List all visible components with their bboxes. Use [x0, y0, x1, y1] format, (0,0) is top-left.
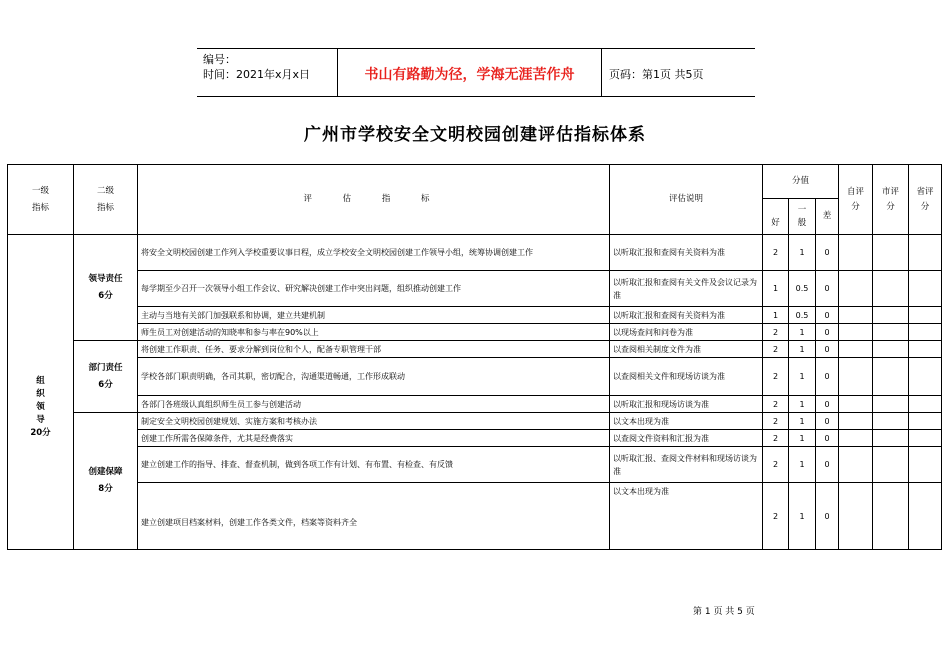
level1-char: 领 [36, 401, 45, 412]
score-bad-cell: 0 [816, 447, 839, 483]
province-score-cell [909, 341, 942, 358]
table-body [8, 165, 942, 550]
table-row [8, 430, 942, 447]
explain-cell: 以查阅文件资料和汇报为准 [610, 430, 763, 447]
time-label: 时间：2021年x月x日 [203, 68, 311, 81]
level1-score: 20分 [30, 427, 51, 438]
score-bad-cell: 0 [816, 341, 839, 358]
city-score-cell [873, 396, 909, 413]
explain-cell: 以听取汇报和查阅有关资料为准 [610, 235, 763, 271]
level2-cell [74, 341, 138, 413]
province-score-cell [909, 307, 942, 324]
score-bad-cell: 0 [816, 358, 839, 396]
score-mid-cell: 1 [789, 235, 816, 271]
header-mid-char: 般 [797, 217, 807, 228]
score-good-cell: 2 [763, 235, 789, 271]
table-row [8, 341, 942, 358]
criterion-cell: 将创建工作职责、任务、要求分解到岗位和个人，配备专职管理干部 [138, 341, 610, 358]
province-score-cell [909, 396, 942, 413]
header-city-b: 分 [886, 201, 895, 212]
province-score-cell [909, 358, 942, 396]
score-good-cell: 2 [763, 341, 789, 358]
level2-name: 部门责任 [88, 362, 123, 373]
city-score-cell [873, 341, 909, 358]
table-row [8, 396, 942, 413]
explain-cell: 以听取汇报和现场访谈为准 [610, 396, 763, 413]
evaluation-table [7, 164, 942, 550]
table-row [8, 483, 942, 550]
level2-cell [74, 413, 138, 550]
explain-cell: 以文本出现为准 [610, 483, 763, 550]
city-score-cell [873, 271, 909, 307]
level1-char: 导 [36, 414, 45, 425]
score-good-cell: 2 [763, 324, 789, 341]
self-score-cell [839, 358, 873, 396]
criterion-cell: 制定安全文明校园创建规划、实施方案和考核办法 [138, 413, 610, 430]
document-title: 广州市学校安全文明校园创建评估指标体系 [304, 125, 646, 145]
city-score-cell [873, 483, 909, 550]
page-footer: 第 1 页 共 5 页 [693, 607, 755, 617]
header-level2-b: 指标 [96, 202, 114, 213]
header-level2-a: 二级 [96, 185, 114, 196]
province-score-cell [909, 235, 942, 271]
province-score-cell [909, 413, 942, 430]
header-mid-text [789, 204, 815, 230]
city-score-cell [873, 324, 909, 341]
score-mid-cell: 0.5 [789, 307, 816, 324]
self-score-cell [839, 396, 873, 413]
city-score-cell [873, 430, 909, 447]
header-mid [789, 199, 816, 235]
header-bad: 差 [816, 199, 839, 235]
city-score-cell [873, 447, 909, 483]
score-bad-cell: 0 [816, 271, 839, 307]
header-row-1 [8, 165, 942, 199]
header-city-a: 市评 [882, 186, 900, 197]
explain-cell: 以现场查问和问卷为准 [610, 324, 763, 341]
self-score-cell [839, 324, 873, 341]
score-mid-cell: 0.5 [789, 271, 816, 307]
score-bad-cell: 0 [816, 324, 839, 341]
score-bad-cell: 0 [816, 396, 839, 413]
criterion-cell: 学校各部门职责明确，各司其职，密切配合，沟通渠道畅通，工作形成联动 [138, 358, 610, 396]
province-score-cell [909, 430, 942, 447]
document-header [197, 48, 755, 97]
province-score-cell [909, 447, 942, 483]
score-mid-cell: 1 [789, 324, 816, 341]
header-level1-a: 一级 [31, 185, 49, 196]
criterion-cell: 主动与当地有关部门加强联系和协调，建立共建机制 [138, 307, 610, 324]
city-score-cell [873, 358, 909, 396]
explain-cell: 以查阅相关制度文件为准 [610, 341, 763, 358]
header-prov-b: 分 [920, 201, 930, 212]
header-score: 分值 [763, 165, 839, 199]
score-good-cell: 1 [763, 307, 789, 324]
city-score-cell [873, 307, 909, 324]
city-score-cell [873, 235, 909, 271]
self-score-cell [839, 235, 873, 271]
score-bad-cell: 0 [816, 413, 839, 430]
header-level1-b: 指标 [31, 202, 49, 213]
header-good: 好 [763, 199, 789, 235]
criterion-cell: 师生员工对创建活动的知晓率和参与率在90%以上 [138, 324, 610, 341]
score-mid-cell: 1 [789, 483, 816, 550]
score-bad-cell: 0 [816, 235, 839, 271]
header-self-score [839, 165, 873, 235]
criterion-cell: 建立创建项目档案材料，创建工作各类文件，档案等资料齐全 [138, 483, 610, 550]
score-good-cell: 2 [763, 396, 789, 413]
score-mid-cell: 1 [789, 447, 816, 483]
score-good-cell: 2 [763, 430, 789, 447]
header-level1 [8, 165, 74, 235]
explain-cell: 以查阅相关文件和现场访谈为准 [610, 358, 763, 396]
table-row [8, 413, 942, 430]
header-explain: 评估说明 [610, 165, 763, 235]
criterion-cell: 各部门各班级认真组织师生员工参与创建活动 [138, 396, 610, 413]
score-good-cell: 2 [763, 483, 789, 550]
page-label: 页码：第1页 共5页 [609, 68, 704, 81]
level2-score: 8分 [98, 484, 113, 494]
header-self-a: 自评 [847, 186, 865, 197]
criterion-cell: 创建工作所需各保障条件，尤其是经费落实 [138, 430, 610, 447]
score-bad-cell: 0 [816, 430, 839, 447]
level2-name: 创建保障 [88, 467, 123, 477]
score-good-cell: 1 [763, 271, 789, 307]
level2-score: 6分 [98, 379, 113, 390]
header-mid-char: 一 [797, 204, 807, 215]
score-bad-cell: 0 [816, 483, 839, 550]
header-city-score [873, 165, 909, 235]
score-mid-cell: 1 [789, 430, 816, 447]
province-score-cell [909, 483, 942, 550]
motto-text: 书山有路勤为径，学海无涯苦作舟 [364, 67, 575, 83]
header-self-b: 分 [851, 201, 860, 212]
criterion-cell: 建立创建工作的指导、排查、督查机制，做到各项工作有计划、有布置、有检查、有反馈 [138, 447, 610, 483]
table-row [8, 358, 942, 396]
header-level2 [74, 165, 138, 235]
self-score-cell [839, 483, 873, 550]
score-mid-cell: 1 [789, 396, 816, 413]
table-row [8, 235, 942, 271]
explain-cell: 以听取汇报和查阅有关资料为准 [610, 307, 763, 324]
header-page-cell [601, 49, 755, 96]
criterion-cell: 将安全文明校园创建工作列入学校重要议事日程，成立学校安全文明校园创建工作领导小组，统筹协调创建工作 [138, 235, 610, 271]
explain-cell: 以文本出现为准 [610, 413, 763, 430]
score-mid-cell: 1 [789, 358, 816, 396]
header-criteria [138, 165, 610, 235]
table-row [8, 271, 942, 307]
level2-score: 6分 [98, 290, 113, 301]
self-score-cell [839, 271, 873, 307]
level1-cell [8, 235, 74, 550]
header-criteria-label: 评 估 指 标 [303, 194, 444, 204]
criterion-cell: 每学期至少召开一次领导小组工作会议、研究解决创建工作中突出问题，组织推动创建工作 [138, 271, 610, 307]
level1-char: 织 [36, 388, 45, 399]
header-province-score [909, 165, 942, 235]
table-row [8, 447, 942, 483]
number-label: 编号： [203, 53, 236, 66]
self-score-cell [839, 447, 873, 483]
explain-cell: 以听取汇报和查阅有关文件及会议记录为准 [610, 271, 763, 307]
level2-name: 领导责任 [88, 273, 123, 284]
province-score-cell [909, 324, 942, 341]
header-motto-cell [337, 49, 602, 96]
self-score-cell [839, 430, 873, 447]
score-bad-cell: 0 [816, 307, 839, 324]
city-score-cell [873, 413, 909, 430]
self-score-cell [839, 307, 873, 324]
level2-cell [74, 235, 138, 341]
score-mid-cell: 1 [789, 413, 816, 430]
self-score-cell [839, 341, 873, 358]
explain-cell: 以听取汇报、查阅文件材料和现场访谈为准 [610, 447, 763, 483]
header-meta-cell [197, 49, 337, 96]
province-score-cell [909, 271, 942, 307]
table-row [8, 324, 942, 341]
score-mid-cell: 1 [789, 341, 816, 358]
score-good-cell: 2 [763, 358, 789, 396]
score-good-cell: 2 [763, 413, 789, 430]
score-good-cell: 2 [763, 447, 789, 483]
self-score-cell [839, 413, 873, 430]
header-prov-a: 省评 [916, 186, 934, 197]
table-row [8, 307, 942, 324]
level1-char: 组 [36, 375, 45, 386]
